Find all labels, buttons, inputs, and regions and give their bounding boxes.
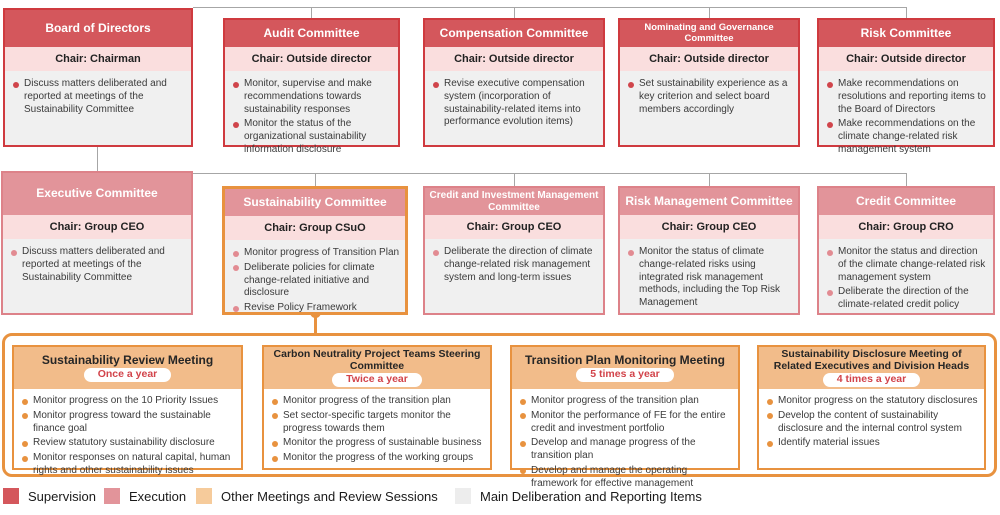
- bullet-item: Deliberate the direction of the climate-related credit policy: [827, 286, 988, 312]
- legend-swatch-supervision: [3, 488, 19, 504]
- committee-box-audit: [223, 18, 400, 155]
- committee-chair: Chair: Outside director: [819, 47, 993, 71]
- meeting-bullets: [14, 389, 241, 484]
- bullet-item: Develop and manage progress of the transition plan: [520, 437, 734, 463]
- committee-box-nominating-governance: [618, 18, 800, 147]
- bullet-item: Monitor progress of the transition plan: [272, 395, 486, 408]
- connector-stub-nominating: [709, 7, 710, 18]
- bullet-item: Monitor progress on the statutory disclosures: [767, 395, 980, 408]
- meeting-box-carbon-neutrality: [262, 345, 492, 470]
- legend-item-other-meetings: [196, 487, 438, 505]
- bullet-item: Discuss matters deliberated and reported at meetings of the Sustainability Committee: [11, 246, 186, 284]
- bullet-item: Discuss matters deliberated and reported at meetings of the Sustainability Committee: [13, 78, 186, 116]
- bullet-item: Revise Policy Framework: [233, 302, 400, 315]
- meeting-title: Sustainability Review Meeting: [41, 352, 214, 367]
- legend-item-main-deliberation: [455, 487, 702, 505]
- meeting-bullets: [264, 389, 490, 471]
- committee-chair: Chair: Group CEO: [425, 215, 603, 239]
- committee-box-risk-management: [618, 186, 800, 315]
- meeting-bullets: [512, 389, 738, 497]
- committee-box-credit: [817, 186, 995, 315]
- committee-chair: Chair: Outside director: [425, 47, 603, 71]
- bullet-item: Set sustainability experience as a key criterion and select board members accordingly: [628, 78, 793, 116]
- legend-label: Execution: [129, 488, 187, 504]
- bullet-item: Set sector-specific targets monitor the progress towards them: [272, 410, 486, 436]
- committee-chair: Chair: Group CSuO: [225, 216, 405, 240]
- bullet-item: Revise executive compensation system (incorporation of sustainability-related items into performance evolution items): [433, 78, 598, 129]
- bullet-item: Develop and manage the operating framework for effective management: [520, 465, 734, 491]
- legend-label: Main Deliberation and Reporting Items: [480, 488, 702, 504]
- bullet-item: Monitor the progress of the working groups: [272, 452, 486, 465]
- meeting-box-transition-plan-monitoring: [510, 345, 740, 489]
- meeting-box-sustainability-disclosure: [757, 345, 986, 470]
- legend-swatch-other-meetings: [196, 488, 212, 504]
- committee-bullets: [819, 71, 993, 164]
- committee-box-risk: [817, 18, 995, 155]
- committee-bullets: [225, 71, 398, 164]
- committee-bullets: [819, 239, 993, 319]
- frequency-badge: Once a year: [84, 368, 172, 382]
- committee-bullets: [620, 239, 798, 317]
- meeting-bullets: [759, 389, 984, 468]
- bullet-item: Monitor responses on natural capital, human rights and other sustainability issues: [22, 452, 237, 478]
- committee-title: Nominating and Governance Committee: [620, 20, 798, 47]
- committee-box-sustainability: [222, 186, 408, 315]
- bullet-item: Monitor the status of climate change-related risks using integrated risk management methods, including the Top Risk Management: [628, 246, 793, 310]
- committee-bullets: [3, 239, 191, 313]
- bullet-item: Make recommendations on the climate change-related risk management system: [827, 118, 988, 156]
- committee-chair: Chair: Group CRO: [819, 215, 993, 239]
- committee-chair: Chair: Group CEO: [620, 215, 798, 239]
- meeting-title: Carbon Neutrality Project Teams Steering Committee: [273, 347, 481, 372]
- connector-stub-audit: [311, 7, 312, 18]
- meeting-title: Transition Plan Monitoring Meeting: [525, 352, 725, 367]
- committee-bullets: [425, 71, 603, 145]
- committee-box-credit-investment-management: [423, 186, 605, 315]
- frequency-badge: 4 times a year: [823, 373, 920, 387]
- bullet-item: Identify material issues: [767, 437, 980, 450]
- connector-stub-compensation: [514, 7, 515, 18]
- bullet-item: Monitor the status and direction of the climate change-related risk management system: [827, 246, 988, 284]
- bullet-item: Monitor the status of the organizational sustainability information disclosure: [233, 118, 393, 156]
- connector-stub-credit: [906, 173, 907, 186]
- committee-box-executive: [1, 171, 193, 315]
- committee-bullets: [620, 71, 798, 145]
- meeting-title: Sustainability Disclosure Meeting of Related Executives and Division Heads: [773, 347, 970, 372]
- bullet-item: Make recommendations on resolutions and reporting items to the Board of Directors: [827, 78, 988, 116]
- bullet-item: Monitor, supervise and make recommendations towards sustainability responses: [233, 78, 393, 116]
- connector-board-to-executive: [97, 147, 98, 171]
- connector-stub-risk-management: [709, 173, 710, 186]
- committee-chair: Chair: Outside director: [620, 47, 798, 71]
- bullet-item: Monitor progress of the transition plan: [520, 395, 734, 408]
- bullet-item: Deliberate policies for climate change-related initiative and disclosure: [233, 262, 400, 300]
- legend-label: Other Meetings and Review Sessions: [221, 488, 438, 504]
- connector-top-horizontal: [193, 7, 907, 8]
- committee-title: Board of Directors: [5, 10, 191, 47]
- connector-stub-credit-investment: [514, 173, 515, 186]
- committee-chair: Chair: Group CEO: [3, 215, 191, 239]
- frequency-badge: Twice a year: [332, 373, 422, 387]
- committee-chair: Chair: Chairman: [5, 47, 191, 71]
- meeting-header: [759, 347, 984, 389]
- committee-title: Risk Committee: [819, 20, 993, 47]
- bullet-item: Monitor the performance of FE for the entire credit and investment portfolio: [520, 410, 734, 436]
- bullet-item: Monitor progress on the 10 Priority Issues: [22, 395, 237, 408]
- committee-title: Compensation Committee: [425, 20, 603, 47]
- committee-title: Audit Committee: [225, 20, 398, 47]
- bullet-item: Review statutory sustainability disclosure: [22, 437, 237, 450]
- committee-title: Risk Management Committee: [620, 188, 798, 215]
- committee-box-board-of-directors: [3, 8, 193, 147]
- bullet-item: Deliberate the direction of climate change-related risk management system and long-term issues: [433, 246, 598, 284]
- committee-title: Credit and Investment Management Committee: [425, 188, 603, 215]
- committee-bullets: [425, 239, 603, 313]
- legend-item-execution: [104, 487, 186, 505]
- committee-bullets: [225, 240, 405, 322]
- committee-chair: Chair: Outside director: [225, 47, 398, 71]
- meeting-header: [14, 347, 241, 389]
- bullet-item: Develop the content of sustainability disclosure and the internal control system: [767, 410, 980, 436]
- bullet-item: Monitor progress toward the sustainable finance goal: [22, 410, 237, 436]
- committee-bullets: [5, 71, 191, 145]
- meeting-header: [512, 347, 738, 389]
- committee-title: Sustainability Committee: [225, 189, 405, 216]
- legend-swatch-main-deliberation: [455, 488, 471, 504]
- connector-stub-risk: [906, 7, 907, 18]
- committee-title: Credit Committee: [819, 188, 993, 215]
- legend-swatch-execution: [104, 488, 120, 504]
- connector-middle-horizontal: [193, 173, 907, 174]
- frequency-badge: 5 times a year: [576, 368, 673, 382]
- committee-box-compensation: [423, 18, 605, 147]
- bullet-item: Monitor the progress of sustainable business: [272, 437, 486, 450]
- bullet-item: Monitor progress of Transition Plan: [233, 247, 400, 260]
- meeting-box-sustainability-review: [12, 345, 243, 476]
- legend-label: Supervision: [28, 488, 96, 504]
- committee-title: Executive Committee: [3, 173, 191, 215]
- meeting-header: [264, 347, 490, 389]
- connector-stub-sustainability: [315, 173, 316, 186]
- legend-item-supervision: [3, 487, 96, 505]
